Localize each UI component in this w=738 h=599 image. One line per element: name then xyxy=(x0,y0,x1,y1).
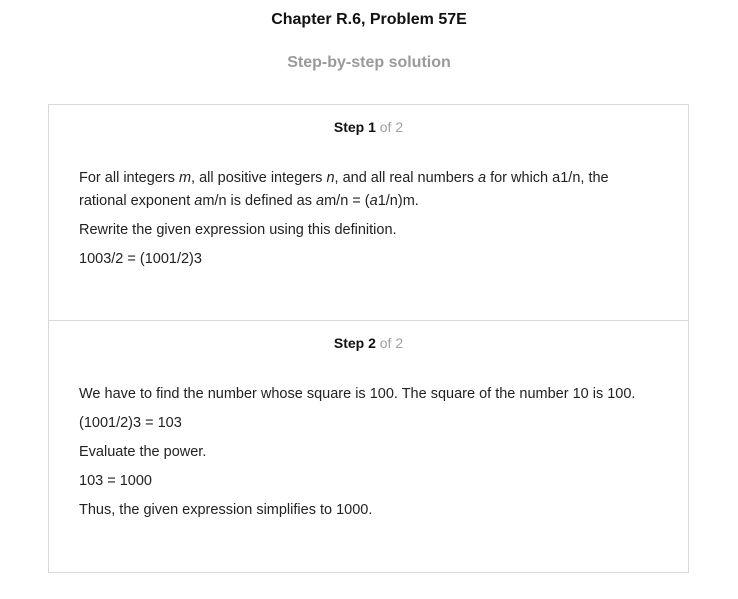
step-1-equation: 1003/2 = (1001/2)3 xyxy=(79,251,202,267)
step-2-equation-1: (1001/2)3 = 103 xyxy=(79,415,182,431)
step-2-body xyxy=(49,355,688,522)
step-2-section xyxy=(49,321,688,572)
step-1-section xyxy=(49,105,688,321)
step-2-explanation: We have to find the number whose square is 100. The square of the number 10 is 100. xyxy=(79,386,636,402)
step-1-label: Step 1 xyxy=(333,119,376,135)
solution-subtitle: Step-by-step solution xyxy=(287,54,451,71)
step-2-header xyxy=(49,321,688,355)
solution-card xyxy=(48,104,689,573)
page-title: Chapter R.6, Problem 57E xyxy=(271,11,467,28)
step-1-count: of 2 xyxy=(379,119,404,135)
step-2-count: of 2 xyxy=(379,335,404,351)
step-1-body xyxy=(49,139,688,271)
step-1-definition: For all integers m, all positive integers n, and all real numbers a for which a1/n, the rational exponent am/n is defined as am/n = (a1/n)m. xyxy=(79,170,609,209)
step-2-conclusion: Thus, the given expression simplifies to 1000. xyxy=(79,502,373,518)
step-2-label: Step 2 xyxy=(333,335,376,351)
step-2-instruction: Evaluate the power. xyxy=(79,444,207,460)
step-1-instruction: Rewrite the given expression using this definition. xyxy=(79,222,397,238)
step-2-equation-2: 103 = 1000 xyxy=(79,473,152,489)
step-1-header xyxy=(49,105,688,139)
